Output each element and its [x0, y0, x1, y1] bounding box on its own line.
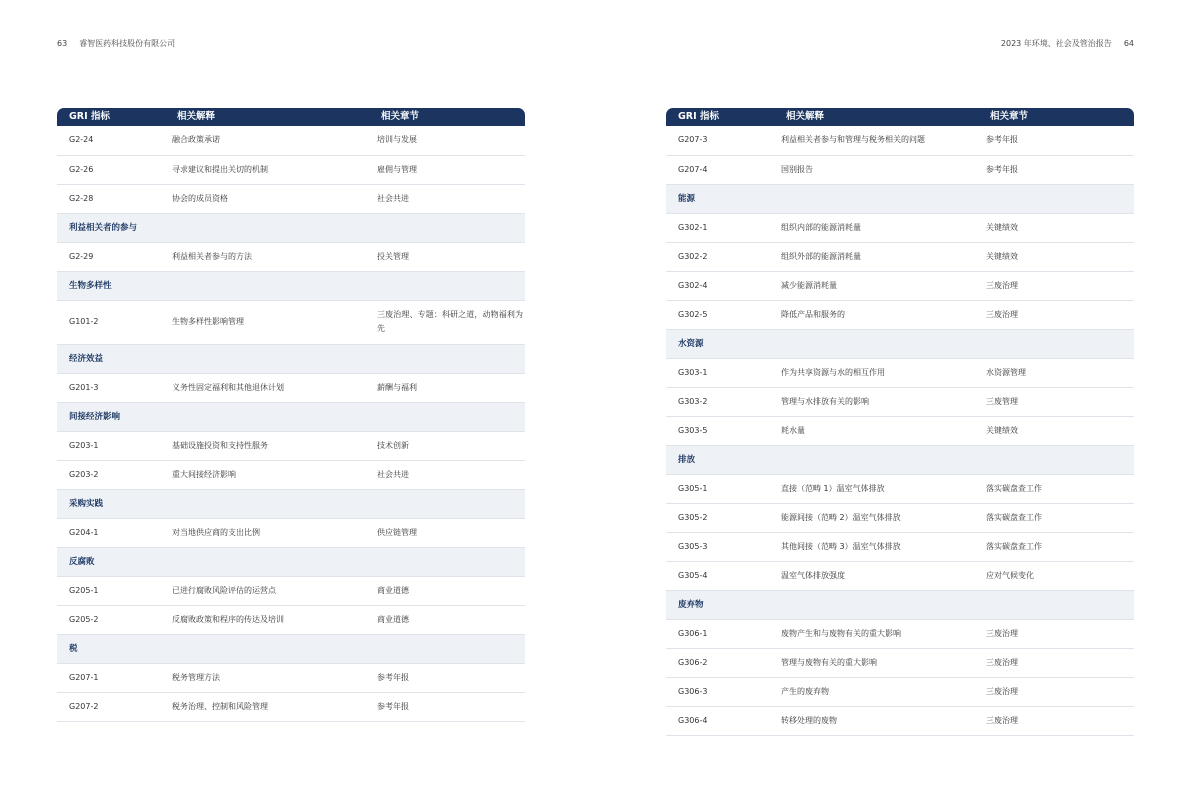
section-title: 间接经济影响 — [57, 402, 525, 431]
section-row — [57, 634, 525, 663]
gri-code: G305-2 — [666, 503, 774, 532]
section-row — [666, 184, 1134, 213]
header-explanation: 相关解释 — [774, 108, 978, 126]
row-chapter: 关键绩效 — [978, 242, 1134, 271]
table-row — [666, 648, 1134, 677]
row-chapter: 三废治理、专题：科研之道，动物福利为先 — [369, 300, 525, 344]
row-chapter: 参考年报 — [978, 155, 1134, 184]
section-row — [57, 547, 525, 576]
section-title: 水资源 — [666, 329, 1134, 358]
row-explanation: 生物多样性影响管理 — [165, 300, 369, 344]
row-explanation: 寻求建议和提出关切的机制 — [165, 155, 369, 184]
section-title: 税 — [57, 634, 525, 663]
row-chapter: 商业道德 — [369, 605, 525, 634]
row-explanation: 义务性固定福利和其他退休计划 — [165, 373, 369, 402]
section-title: 生物多样性 — [57, 271, 525, 300]
row-explanation: 税务治理、控制和风险管理 — [165, 692, 369, 721]
gri-code: G203-2 — [57, 460, 165, 489]
left-page-number: 63 — [57, 39, 68, 48]
row-explanation: 利益相关者参与和管理与税务相关的问题 — [774, 126, 978, 155]
row-explanation: 对当地供应商的支出比例 — [165, 518, 369, 547]
row-chapter: 参考年报 — [369, 663, 525, 692]
row-chapter: 三废治理 — [978, 648, 1134, 677]
row-chapter: 技术创新 — [369, 431, 525, 460]
header-chapter: 相关章节 — [369, 108, 525, 126]
table-row — [57, 242, 525, 271]
section-title: 能源 — [666, 184, 1134, 213]
gri-index-table-left — [57, 108, 525, 722]
row-explanation: 已进行腐败风险评估的运营点 — [165, 576, 369, 605]
table-row — [57, 663, 525, 692]
gri-code: G2-29 — [57, 242, 165, 271]
section-row — [57, 271, 525, 300]
section-row — [666, 590, 1134, 619]
row-explanation: 管理与废物有关的重大影响 — [774, 648, 978, 677]
table-row — [57, 184, 525, 213]
gri-code: G101-2 — [57, 300, 165, 344]
gri-code: G302-4 — [666, 271, 774, 300]
table-row — [666, 677, 1134, 706]
table-row — [666, 416, 1134, 445]
row-explanation: 组织外部的能源消耗量 — [774, 242, 978, 271]
row-chapter: 社会共进 — [369, 460, 525, 489]
gri-code: G303-5 — [666, 416, 774, 445]
table-row — [666, 532, 1134, 561]
row-chapter: 落实碳盘查工作 — [978, 503, 1134, 532]
row-explanation: 温室气体排放强度 — [774, 561, 978, 590]
gri-code: G207-4 — [666, 155, 774, 184]
gri-code: G205-2 — [57, 605, 165, 634]
row-chapter: 参考年报 — [369, 692, 525, 721]
section-title: 排放 — [666, 445, 1134, 474]
row-explanation: 反腐败政策和程序的传达及培训 — [165, 605, 369, 634]
table-row — [57, 605, 525, 634]
gri-code: G2-24 — [57, 126, 165, 155]
table-row — [57, 300, 525, 344]
row-chapter: 雇佣与管理 — [369, 155, 525, 184]
section-row — [666, 445, 1134, 474]
row-explanation: 废物产生和与废物有关的重大影响 — [774, 619, 978, 648]
header-gri-indicator: GRI 指标 — [57, 108, 165, 126]
row-chapter: 三废治理 — [978, 300, 1134, 329]
row-explanation: 管理与水排放有关的影响 — [774, 387, 978, 416]
section-title: 经济效益 — [57, 344, 525, 373]
row-chapter: 商业道德 — [369, 576, 525, 605]
section-row — [57, 213, 525, 242]
gri-code: G303-2 — [666, 387, 774, 416]
header-explanation: 相关解释 — [165, 108, 369, 126]
table-row — [57, 692, 525, 721]
table-row — [57, 126, 525, 155]
row-explanation: 基础设施投资和支持性服务 — [165, 431, 369, 460]
row-explanation: 降低产品和服务的 — [774, 300, 978, 329]
table-row — [666, 387, 1134, 416]
table-row — [666, 503, 1134, 532]
row-chapter: 三废管理 — [978, 387, 1134, 416]
row-explanation: 耗水量 — [774, 416, 978, 445]
table-row — [666, 561, 1134, 590]
row-chapter: 应对气候变化 — [978, 561, 1134, 590]
gri-code: G305-3 — [666, 532, 774, 561]
gri-code: G203-1 — [57, 431, 165, 460]
table-header-row — [57, 108, 525, 126]
gri-code: G303-1 — [666, 358, 774, 387]
gri-code: G207-1 — [57, 663, 165, 692]
row-chapter: 三废治理 — [978, 706, 1134, 735]
row-explanation: 能源间接（范畴 2）温室气体排放 — [774, 503, 978, 532]
row-chapter: 培训与发展 — [369, 126, 525, 155]
gri-code: G305-4 — [666, 561, 774, 590]
row-chapter: 关键绩效 — [978, 416, 1134, 445]
header-gri-indicator: GRI 指标 — [666, 108, 774, 126]
section-title: 反腐败 — [57, 547, 525, 576]
gri-code: G205-1 — [57, 576, 165, 605]
row-explanation: 国别报告 — [774, 155, 978, 184]
gri-code: G207-2 — [57, 692, 165, 721]
left-table-body — [57, 126, 525, 721]
gri-code: G2-26 — [57, 155, 165, 184]
table-header-row — [666, 108, 1134, 126]
left-running-head — [57, 38, 175, 49]
table-row — [666, 619, 1134, 648]
row-explanation: 减少能源消耗量 — [774, 271, 978, 300]
row-chapter: 参考年报 — [978, 126, 1134, 155]
table-row — [666, 126, 1134, 155]
header-chapter: 相关章节 — [978, 108, 1134, 126]
section-row — [57, 489, 525, 518]
row-explanation: 组织内部的能源消耗量 — [774, 213, 978, 242]
gri-code: G302-5 — [666, 300, 774, 329]
table-row — [57, 431, 525, 460]
right-page-number: 64 — [1123, 39, 1134, 48]
row-explanation: 直接（范畴 1）温室气体排放 — [774, 474, 978, 503]
section-title: 废弃物 — [666, 590, 1134, 619]
table-row — [666, 706, 1134, 735]
row-chapter: 社会共进 — [369, 184, 525, 213]
gri-code: G306-4 — [666, 706, 774, 735]
row-chapter: 三废治理 — [978, 271, 1134, 300]
gri-code: G302-2 — [666, 242, 774, 271]
row-explanation: 转移处理的废物 — [774, 706, 978, 735]
section-row — [57, 344, 525, 373]
section-row — [666, 329, 1134, 358]
table-row — [57, 155, 525, 184]
gri-code: G207-3 — [666, 126, 774, 155]
row-explanation: 其他间接（范畴 3）温室气体排放 — [774, 532, 978, 561]
table-row — [57, 373, 525, 402]
table-row — [666, 271, 1134, 300]
gri-code: G306-2 — [666, 648, 774, 677]
gri-code: G302-1 — [666, 213, 774, 242]
row-chapter: 三废治理 — [978, 677, 1134, 706]
company-name: 睿智医药科技股份有限公司 — [79, 39, 176, 48]
table-row — [666, 474, 1134, 503]
gri-code: G306-3 — [666, 677, 774, 706]
row-chapter: 投关管理 — [369, 242, 525, 271]
section-title: 利益相关者的参与 — [57, 213, 525, 242]
row-explanation: 协会的成员资格 — [165, 184, 369, 213]
right-running-head — [1001, 38, 1134, 49]
row-chapter: 水资源管理 — [978, 358, 1134, 387]
row-explanation: 利益相关者参与的方法 — [165, 242, 369, 271]
row-chapter: 落实碳盘查工作 — [978, 532, 1134, 561]
table-row — [666, 213, 1134, 242]
row-chapter: 关键绩效 — [978, 213, 1134, 242]
right-table-body — [666, 126, 1134, 735]
gri-code: G306-1 — [666, 619, 774, 648]
table-row — [666, 358, 1134, 387]
row-explanation: 税务管理方法 — [165, 663, 369, 692]
table-row — [666, 242, 1134, 271]
row-chapter: 薪酬与福利 — [369, 373, 525, 402]
gri-code: G305-1 — [666, 474, 774, 503]
row-explanation: 作为共享资源与水的相互作用 — [774, 358, 978, 387]
table-row — [57, 460, 525, 489]
row-chapter: 供应链管理 — [369, 518, 525, 547]
table-row — [57, 518, 525, 547]
row-chapter: 落实碳盘查工作 — [978, 474, 1134, 503]
table-row — [57, 576, 525, 605]
gri-index-table-right — [666, 108, 1134, 736]
section-row — [57, 402, 525, 431]
gri-code: G2-28 — [57, 184, 165, 213]
row-chapter: 三废治理 — [978, 619, 1134, 648]
gri-code: G204-1 — [57, 518, 165, 547]
row-explanation: 融合政策承诺 — [165, 126, 369, 155]
section-title: 采购实践 — [57, 489, 525, 518]
table-row — [666, 300, 1134, 329]
table-row — [666, 155, 1134, 184]
row-explanation: 重大间接经济影响 — [165, 460, 369, 489]
row-explanation: 产生的废弃物 — [774, 677, 978, 706]
report-title: 2023 年环境、社会及管治报告 — [1000, 39, 1112, 48]
gri-code: G201-3 — [57, 373, 165, 402]
